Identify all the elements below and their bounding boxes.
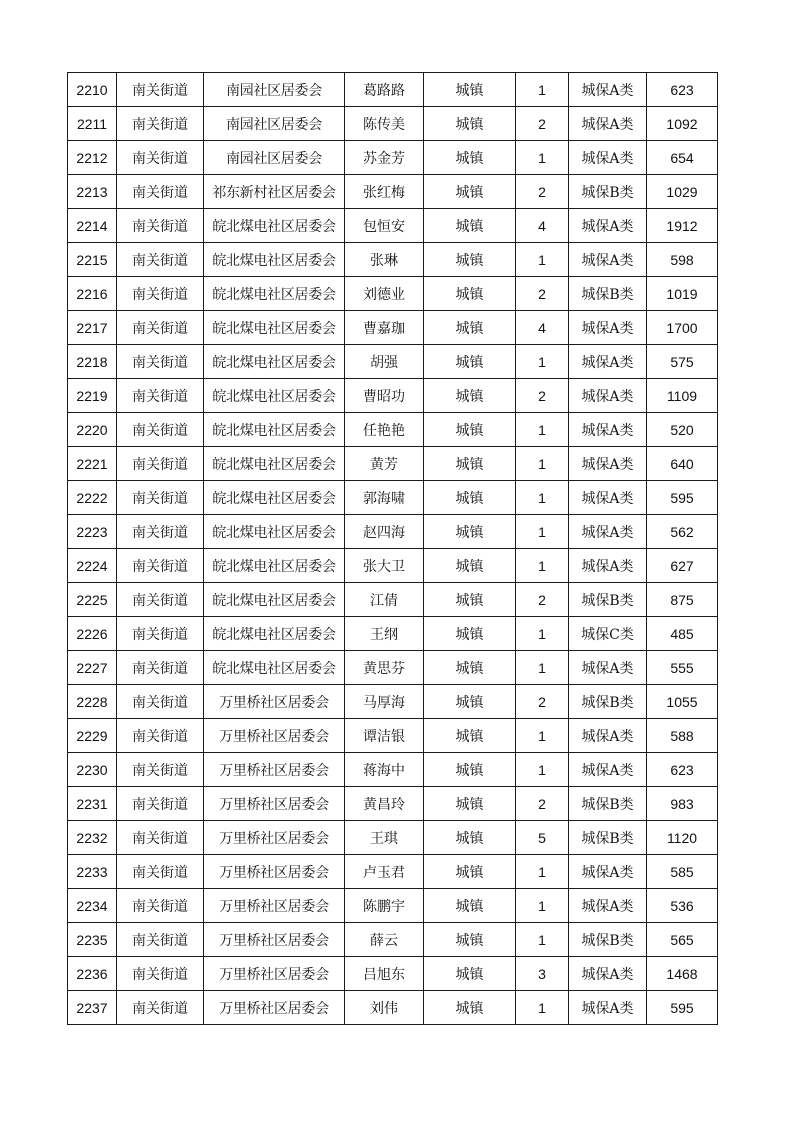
record-number-cell: 2220 xyxy=(68,413,117,447)
table-row xyxy=(68,447,718,481)
area-type-cell: 城镇 xyxy=(424,753,516,787)
household-count-cell: 2 xyxy=(516,379,569,413)
subdistrict-cell: 南关街道 xyxy=(117,447,204,481)
insurance-category-cell: 城保C类 xyxy=(569,617,647,651)
amount-cell: 595 xyxy=(647,991,718,1025)
community-cell: 皖北煤电社区居委会 xyxy=(204,515,345,549)
area-type-cell: 城镇 xyxy=(424,855,516,889)
subdistrict-cell: 南关街道 xyxy=(117,855,204,889)
community-cell: 皖北煤电社区居委会 xyxy=(204,651,345,685)
table-row xyxy=(68,549,718,583)
insurance-category-cell: 城保A类 xyxy=(569,345,647,379)
subdistrict-cell: 南关街道 xyxy=(117,515,204,549)
record-number-cell: 2219 xyxy=(68,379,117,413)
area-type-cell: 城镇 xyxy=(424,73,516,107)
amount-cell: 1055 xyxy=(647,685,718,719)
name-cell: 张琳 xyxy=(345,243,424,277)
table-row xyxy=(68,243,718,277)
table-row xyxy=(68,719,718,753)
name-cell: 黄昌玲 xyxy=(345,787,424,821)
record-number-cell: 2218 xyxy=(68,345,117,379)
community-cell: 万里桥社区居委会 xyxy=(204,991,345,1025)
amount-cell: 623 xyxy=(647,73,718,107)
table-row xyxy=(68,889,718,923)
table-row xyxy=(68,515,718,549)
household-count-cell: 1 xyxy=(516,481,569,515)
amount-cell: 1700 xyxy=(647,311,718,345)
area-type-cell: 城镇 xyxy=(424,923,516,957)
area-type-cell: 城镇 xyxy=(424,719,516,753)
household-count-cell: 1 xyxy=(516,141,569,175)
insurance-category-cell: 城保A类 xyxy=(569,413,647,447)
record-number-cell: 2228 xyxy=(68,685,117,719)
subdistrict-cell: 南关街道 xyxy=(117,141,204,175)
amount-cell: 520 xyxy=(647,413,718,447)
table-row xyxy=(68,209,718,243)
subdistrict-cell: 南关街道 xyxy=(117,719,204,753)
record-number-cell: 2217 xyxy=(68,311,117,345)
name-cell: 刘德业 xyxy=(345,277,424,311)
area-type-cell: 城镇 xyxy=(424,175,516,209)
name-cell: 陈传美 xyxy=(345,107,424,141)
amount-cell: 627 xyxy=(647,549,718,583)
subdistrict-cell: 南关街道 xyxy=(117,311,204,345)
table-row xyxy=(68,175,718,209)
community-cell: 皖北煤电社区居委会 xyxy=(204,413,345,447)
amount-cell: 1120 xyxy=(647,821,718,855)
name-cell: 吕旭东 xyxy=(345,957,424,991)
insurance-category-cell: 城保A类 xyxy=(569,515,647,549)
table-row xyxy=(68,413,718,447)
name-cell: 曹嘉珈 xyxy=(345,311,424,345)
area-type-cell: 城镇 xyxy=(424,413,516,447)
area-type-cell: 城镇 xyxy=(424,345,516,379)
table-row xyxy=(68,855,718,889)
area-type-cell: 城镇 xyxy=(424,889,516,923)
amount-cell: 485 xyxy=(647,617,718,651)
community-cell: 皖北煤电社区居委会 xyxy=(204,583,345,617)
record-number-cell: 2225 xyxy=(68,583,117,617)
table-row xyxy=(68,73,718,107)
insurance-category-cell: 城保A类 xyxy=(569,651,647,685)
community-cell: 万里桥社区居委会 xyxy=(204,787,345,821)
table-row xyxy=(68,481,718,515)
table-row xyxy=(68,753,718,787)
table-row xyxy=(68,379,718,413)
household-count-cell: 1 xyxy=(516,243,569,277)
table-row xyxy=(68,991,718,1025)
subdistrict-cell: 南关街道 xyxy=(117,175,204,209)
subdistrict-cell: 南关街道 xyxy=(117,243,204,277)
amount-cell: 555 xyxy=(647,651,718,685)
amount-cell: 565 xyxy=(647,923,718,957)
records-table xyxy=(67,72,718,1025)
record-number-cell: 2235 xyxy=(68,923,117,957)
community-cell: 皖北煤电社区居委会 xyxy=(204,311,345,345)
insurance-category-cell: 城保A类 xyxy=(569,243,647,277)
subdistrict-cell: 南关街道 xyxy=(117,345,204,379)
insurance-category-cell: 城保A类 xyxy=(569,889,647,923)
insurance-category-cell: 城保A类 xyxy=(569,311,647,345)
record-number-cell: 2222 xyxy=(68,481,117,515)
amount-cell: 1109 xyxy=(647,379,718,413)
area-type-cell: 城镇 xyxy=(424,277,516,311)
insurance-category-cell: 城保A类 xyxy=(569,107,647,141)
community-cell: 皖北煤电社区居委会 xyxy=(204,617,345,651)
amount-cell: 1029 xyxy=(647,175,718,209)
name-cell: 黄思芬 xyxy=(345,651,424,685)
record-number-cell: 2232 xyxy=(68,821,117,855)
table-row xyxy=(68,923,718,957)
household-count-cell: 1 xyxy=(516,719,569,753)
subdistrict-cell: 南关街道 xyxy=(117,413,204,447)
name-cell: 蒋海中 xyxy=(345,753,424,787)
insurance-category-cell: 城保B类 xyxy=(569,787,647,821)
household-count-cell: 2 xyxy=(516,787,569,821)
name-cell: 薛云 xyxy=(345,923,424,957)
amount-cell: 623 xyxy=(647,753,718,787)
community-cell: 万里桥社区居委会 xyxy=(204,855,345,889)
insurance-category-cell: 城保A类 xyxy=(569,957,647,991)
household-count-cell: 1 xyxy=(516,991,569,1025)
amount-cell: 640 xyxy=(647,447,718,481)
household-count-cell: 2 xyxy=(516,583,569,617)
community-cell: 皖北煤电社区居委会 xyxy=(204,345,345,379)
household-count-cell: 2 xyxy=(516,277,569,311)
community-cell: 皖北煤电社区居委会 xyxy=(204,243,345,277)
community-cell: 南园社区居委会 xyxy=(204,73,345,107)
record-number-cell: 2214 xyxy=(68,209,117,243)
record-number-cell: 2230 xyxy=(68,753,117,787)
name-cell: 谭洁银 xyxy=(345,719,424,753)
subdistrict-cell: 南关街道 xyxy=(117,379,204,413)
subdistrict-cell: 南关街道 xyxy=(117,549,204,583)
amount-cell: 1092 xyxy=(647,107,718,141)
amount-cell: 588 xyxy=(647,719,718,753)
name-cell: 王琪 xyxy=(345,821,424,855)
subdistrict-cell: 南关街道 xyxy=(117,957,204,991)
area-type-cell: 城镇 xyxy=(424,209,516,243)
area-type-cell: 城镇 xyxy=(424,787,516,821)
area-type-cell: 城镇 xyxy=(424,447,516,481)
amount-cell: 1468 xyxy=(647,957,718,991)
insurance-category-cell: 城保B类 xyxy=(569,821,647,855)
household-count-cell: 2 xyxy=(516,175,569,209)
insurance-category-cell: 城保A类 xyxy=(569,141,647,175)
table-row xyxy=(68,583,718,617)
record-number-cell: 2212 xyxy=(68,141,117,175)
insurance-category-cell: 城保A类 xyxy=(569,379,647,413)
household-count-cell: 1 xyxy=(516,855,569,889)
area-type-cell: 城镇 xyxy=(424,243,516,277)
table-row xyxy=(68,651,718,685)
area-type-cell: 城镇 xyxy=(424,515,516,549)
record-number-cell: 2233 xyxy=(68,855,117,889)
area-type-cell: 城镇 xyxy=(424,991,516,1025)
household-count-cell: 1 xyxy=(516,447,569,481)
record-number-cell: 2210 xyxy=(68,73,117,107)
insurance-category-cell: 城保A类 xyxy=(569,719,647,753)
subdistrict-cell: 南关街道 xyxy=(117,277,204,311)
household-count-cell: 5 xyxy=(516,821,569,855)
amount-cell: 875 xyxy=(647,583,718,617)
household-count-cell: 2 xyxy=(516,107,569,141)
area-type-cell: 城镇 xyxy=(424,821,516,855)
record-number-cell: 2223 xyxy=(68,515,117,549)
community-cell: 南园社区居委会 xyxy=(204,107,345,141)
record-number-cell: 2234 xyxy=(68,889,117,923)
subdistrict-cell: 南关街道 xyxy=(117,73,204,107)
amount-cell: 562 xyxy=(647,515,718,549)
subdistrict-cell: 南关街道 xyxy=(117,209,204,243)
record-number-cell: 2231 xyxy=(68,787,117,821)
insurance-category-cell: 城保B类 xyxy=(569,175,647,209)
record-number-cell: 2216 xyxy=(68,277,117,311)
amount-cell: 983 xyxy=(647,787,718,821)
subdistrict-cell: 南关街道 xyxy=(117,787,204,821)
community-cell: 皖北煤电社区居委会 xyxy=(204,481,345,515)
household-count-cell: 3 xyxy=(516,957,569,991)
household-count-cell: 2 xyxy=(516,685,569,719)
record-number-cell: 2213 xyxy=(68,175,117,209)
table-row xyxy=(68,107,718,141)
record-number-cell: 2236 xyxy=(68,957,117,991)
subdistrict-cell: 南关街道 xyxy=(117,821,204,855)
community-cell: 万里桥社区居委会 xyxy=(204,889,345,923)
record-number-cell: 2224 xyxy=(68,549,117,583)
insurance-category-cell: 城保B类 xyxy=(569,583,647,617)
subdistrict-cell: 南关街道 xyxy=(117,889,204,923)
name-cell: 任艳艳 xyxy=(345,413,424,447)
name-cell: 陈鹏宇 xyxy=(345,889,424,923)
name-cell: 赵四海 xyxy=(345,515,424,549)
subdistrict-cell: 南关街道 xyxy=(117,991,204,1025)
community-cell: 南园社区居委会 xyxy=(204,141,345,175)
household-count-cell: 4 xyxy=(516,311,569,345)
household-count-cell: 1 xyxy=(516,413,569,447)
insurance-category-cell: 城保A类 xyxy=(569,855,647,889)
insurance-category-cell: 城保A类 xyxy=(569,549,647,583)
area-type-cell: 城镇 xyxy=(424,311,516,345)
table-row xyxy=(68,345,718,379)
subdistrict-cell: 南关街道 xyxy=(117,923,204,957)
community-cell: 皖北煤电社区居委会 xyxy=(204,379,345,413)
subdistrict-cell: 南关街道 xyxy=(117,617,204,651)
name-cell: 江倩 xyxy=(345,583,424,617)
subdistrict-cell: 南关街道 xyxy=(117,481,204,515)
name-cell: 曹昭功 xyxy=(345,379,424,413)
subdistrict-cell: 南关街道 xyxy=(117,107,204,141)
household-count-cell: 1 xyxy=(516,889,569,923)
insurance-category-cell: 城保B类 xyxy=(569,923,647,957)
subdistrict-cell: 南关街道 xyxy=(117,583,204,617)
community-cell: 皖北煤电社区居委会 xyxy=(204,447,345,481)
community-cell: 万里桥社区居委会 xyxy=(204,753,345,787)
community-cell: 祁东新村社区居委会 xyxy=(204,175,345,209)
area-type-cell: 城镇 xyxy=(424,481,516,515)
name-cell: 刘伟 xyxy=(345,991,424,1025)
insurance-category-cell: 城保A类 xyxy=(569,991,647,1025)
community-cell: 皖北煤电社区居委会 xyxy=(204,209,345,243)
table-body xyxy=(68,73,718,1025)
insurance-category-cell: 城保B类 xyxy=(569,685,647,719)
table-row xyxy=(68,277,718,311)
table-row xyxy=(68,685,718,719)
amount-cell: 598 xyxy=(647,243,718,277)
table-row xyxy=(68,957,718,991)
record-number-cell: 2226 xyxy=(68,617,117,651)
community-cell: 万里桥社区居委会 xyxy=(204,821,345,855)
table-row xyxy=(68,311,718,345)
insurance-category-cell: 城保A类 xyxy=(569,753,647,787)
community-cell: 万里桥社区居委会 xyxy=(204,719,345,753)
name-cell: 张大卫 xyxy=(345,549,424,583)
household-count-cell: 1 xyxy=(516,651,569,685)
amount-cell: 585 xyxy=(647,855,718,889)
community-cell: 万里桥社区居委会 xyxy=(204,957,345,991)
area-type-cell: 城镇 xyxy=(424,549,516,583)
area-type-cell: 城镇 xyxy=(424,107,516,141)
name-cell: 马厚海 xyxy=(345,685,424,719)
insurance-category-cell: 城保A类 xyxy=(569,209,647,243)
amount-cell: 654 xyxy=(647,141,718,175)
name-cell: 张红梅 xyxy=(345,175,424,209)
community-cell: 皖北煤电社区居委会 xyxy=(204,277,345,311)
household-count-cell: 1 xyxy=(516,73,569,107)
record-number-cell: 2227 xyxy=(68,651,117,685)
household-count-cell: 1 xyxy=(516,753,569,787)
amount-cell: 595 xyxy=(647,481,718,515)
area-type-cell: 城镇 xyxy=(424,141,516,175)
insurance-category-cell: 城保A类 xyxy=(569,73,647,107)
subdistrict-cell: 南关街道 xyxy=(117,651,204,685)
subdistrict-cell: 南关街道 xyxy=(117,753,204,787)
name-cell: 黄芳 xyxy=(345,447,424,481)
insurance-category-cell: 城保B类 xyxy=(569,277,647,311)
household-count-cell: 1 xyxy=(516,923,569,957)
area-type-cell: 城镇 xyxy=(424,651,516,685)
record-number-cell: 2211 xyxy=(68,107,117,141)
table-row xyxy=(68,617,718,651)
area-type-cell: 城镇 xyxy=(424,685,516,719)
name-cell: 包恒安 xyxy=(345,209,424,243)
table-row xyxy=(68,821,718,855)
record-number-cell: 2221 xyxy=(68,447,117,481)
area-type-cell: 城镇 xyxy=(424,583,516,617)
amount-cell: 536 xyxy=(647,889,718,923)
amount-cell: 1019 xyxy=(647,277,718,311)
area-type-cell: 城镇 xyxy=(424,379,516,413)
record-number-cell: 2237 xyxy=(68,991,117,1025)
name-cell: 胡强 xyxy=(345,345,424,379)
name-cell: 葛路路 xyxy=(345,73,424,107)
amount-cell: 1912 xyxy=(647,209,718,243)
household-count-cell: 1 xyxy=(516,515,569,549)
area-type-cell: 城镇 xyxy=(424,957,516,991)
area-type-cell: 城镇 xyxy=(424,617,516,651)
name-cell: 郭海啸 xyxy=(345,481,424,515)
household-count-cell: 4 xyxy=(516,209,569,243)
name-cell: 苏金芳 xyxy=(345,141,424,175)
subdistrict-cell: 南关街道 xyxy=(117,685,204,719)
amount-cell: 575 xyxy=(647,345,718,379)
table-row xyxy=(68,141,718,175)
name-cell: 卢玉君 xyxy=(345,855,424,889)
name-cell: 王纲 xyxy=(345,617,424,651)
community-cell: 万里桥社区居委会 xyxy=(204,923,345,957)
household-count-cell: 1 xyxy=(516,549,569,583)
table-row xyxy=(68,787,718,821)
insurance-category-cell: 城保A类 xyxy=(569,447,647,481)
household-count-cell: 1 xyxy=(516,617,569,651)
community-cell: 皖北煤电社区居委会 xyxy=(204,549,345,583)
record-number-cell: 2215 xyxy=(68,243,117,277)
record-number-cell: 2229 xyxy=(68,719,117,753)
household-count-cell: 1 xyxy=(516,345,569,379)
community-cell: 万里桥社区居委会 xyxy=(204,685,345,719)
insurance-category-cell: 城保A类 xyxy=(569,481,647,515)
